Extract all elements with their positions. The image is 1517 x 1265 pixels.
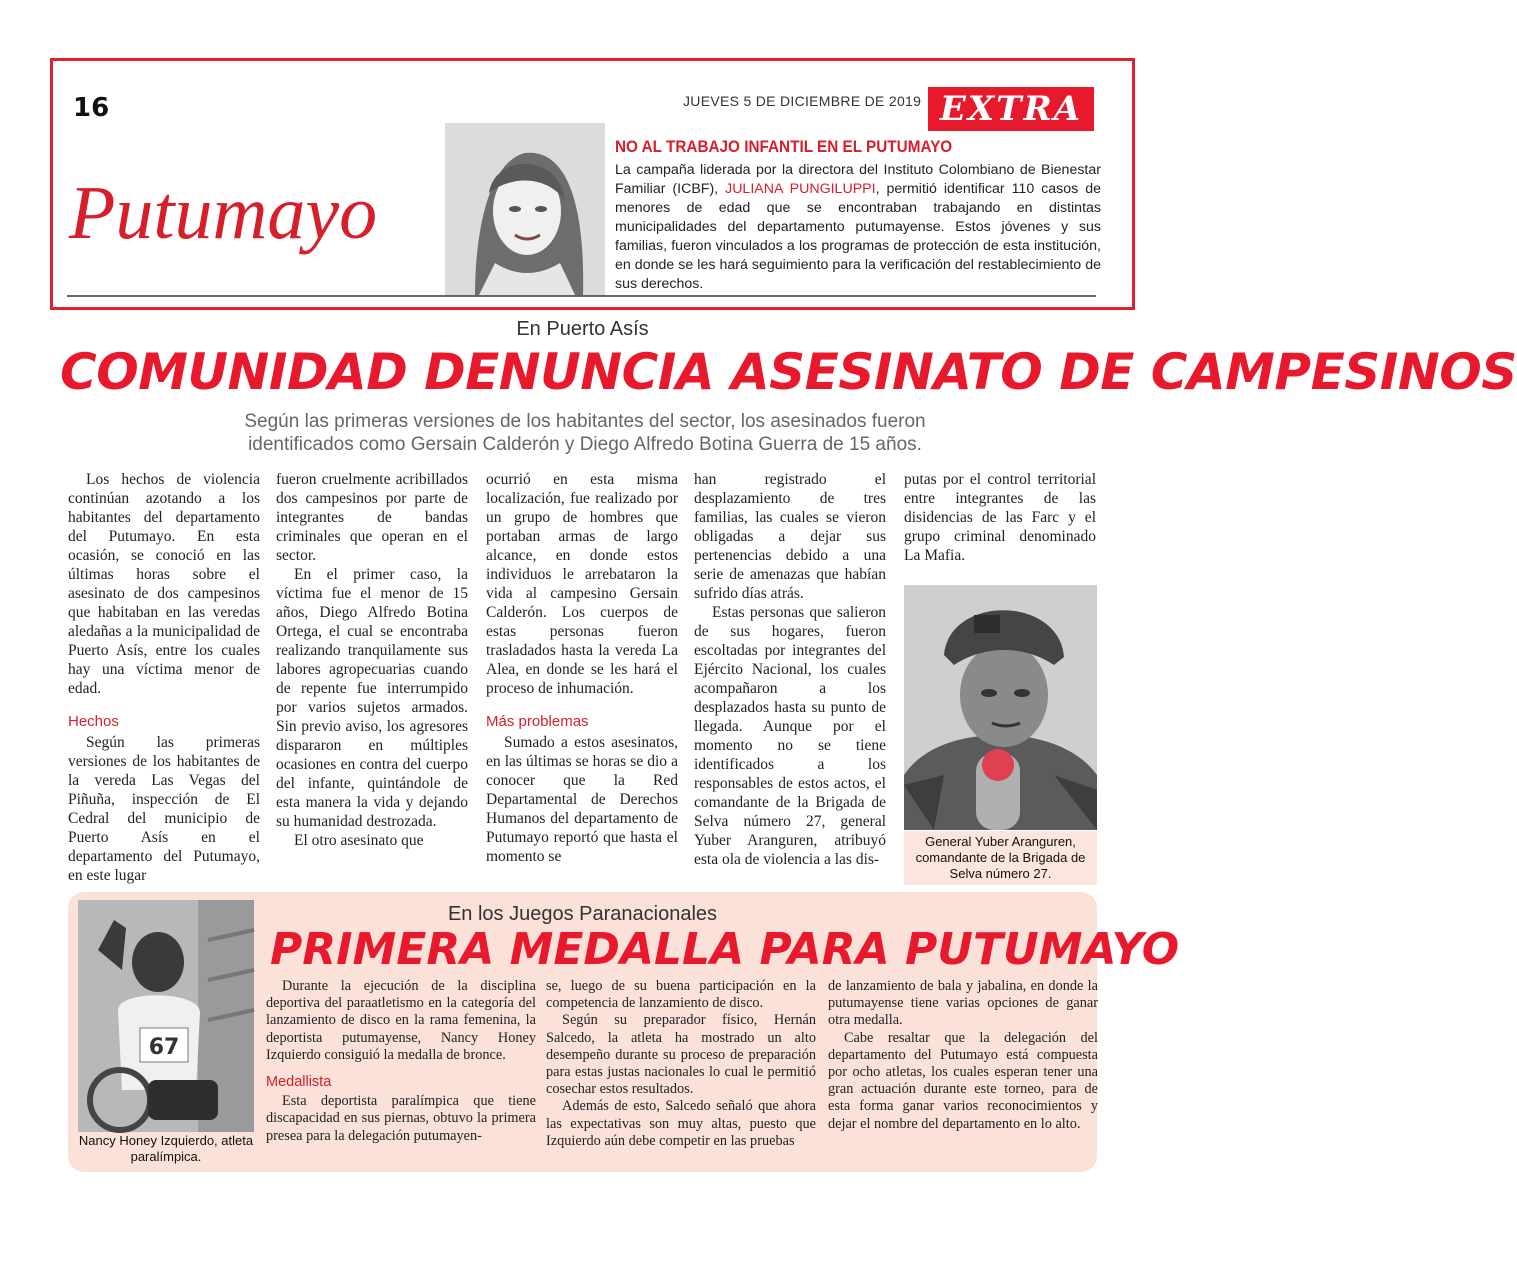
paragraph: de lanzamiento de bala y jabalina, en donde la putumayense tiene varias opciones de ganar otra medalla. bbox=[828, 978, 1098, 1029]
portrait-image bbox=[445, 123, 605, 295]
athlete-photo-image bbox=[78, 900, 254, 1132]
article1-column-5 bbox=[904, 470, 1096, 565]
paragraph: Estas personas que salieron de sus hogares, fueron escoltadas por integrantes del Ejército Nacional, los cuales acompañaron a los desplazados hasta su punto de llegada. Aunque por el momento no se tiene identificados a los responsables de estos actos, el comandante de la Brigada de Selva número 27, general Yuber Aranguren, atribuyó esta ola de violencia a las dis- bbox=[694, 604, 886, 868]
article2-headline: PRIMERA MEDALLA PARA PUTUMAYO bbox=[270, 924, 1180, 975]
article1-column-1 bbox=[68, 470, 260, 885]
page-number: 16 bbox=[73, 93, 110, 123]
section-header bbox=[50, 58, 1135, 310]
article2-column-3 bbox=[828, 978, 1098, 1133]
paragraph: fueron cruelmente acribillados dos campesinos por parte de integrantes de bandas criminales que operan en el sector. bbox=[276, 471, 468, 564]
athlete-photo-caption: Nancy Honey Izquierdo, atleta paralímpica. bbox=[78, 1133, 254, 1164]
article1-column-3 bbox=[486, 470, 678, 866]
section-title: Putumayo bbox=[69, 171, 378, 255]
article2-kicker: En los Juegos Paranacionales bbox=[447, 903, 718, 925]
article1-headline: COMUNIDAD DENUNCIA ASESINATO DE CAMPESINOS bbox=[60, 343, 1517, 401]
paragraph: Sumado a estos asesinatos, en las últimas se horas se dio a conocer que la Red Departamental de Derechos Humanos del departamento de Putumayo reportó que hasta el momento se bbox=[486, 734, 678, 865]
brief-body bbox=[615, 161, 1101, 294]
paragraph: Durante la ejecución de la disciplina deportiva del paraatletismo en la categoría del lanzamiento de disco en la rama femenina, la deportista putumayense, Nancy Honey Izquierdo consiguió la medalla de bronce. bbox=[266, 978, 536, 1063]
paragraph: Según su preparador físico, Hernán Salcedo, la atleta ha mostrado un alto desempeño durante su proceso de preparación para estas justas nacionales lo cual le permitió cosechar estos resultados. bbox=[546, 1012, 816, 1098]
paragraph: En el primer caso, la víctima fue el menor de 15 años, Diego Alfredo Botina Ortega, el cual se encontraba realizando tranquilamente sus labores agropecuarias cuando de repente fue interrumpido por varios sujetos armados. Sin previo aviso, los agresores dispararon en múltiples ocasiones en contra del cuerpo del infante, quintándole de esta manera la vida y dejando su humanidad destrozada. bbox=[276, 566, 468, 830]
paragraph: Además de esto, Salcedo señaló que ahora las expectativas son muy altas, puesto que Izquierdo aún debe competir en las pruebas bbox=[546, 1098, 816, 1149]
athlete-bib-number: 67 bbox=[148, 1035, 180, 1060]
general-photo-caption: General Yuber Aranguren, comandante de la Brigada de Selva número 27. bbox=[904, 831, 1097, 885]
paragraph: Los hechos de violencia continúan azotando a los habitantes del departamento del Putumayo. En esta ocasión, se conoció en las últimas horas sobre el asesinato de dos campesinos que habitaban en las veredas aledañas a la municipalidad de Puerto Asís, entre los cuales hay una víctima menor de edad. bbox=[68, 471, 260, 697]
general-photo-image bbox=[904, 585, 1097, 830]
article1-subhead-problemas: Más problemas bbox=[486, 713, 589, 730]
article2-column-2 bbox=[546, 978, 816, 1150]
article1-column-2 bbox=[276, 470, 468, 850]
paragraph: putas por el control territorial entre integrantes de las disidencias de las Farc y el grupo criminal denominado La Mafia. bbox=[904, 471, 1096, 564]
paragraph: Cabe resaltar que la delegación del departamento del Putumayo está compuesta por ocho atletas, los cuales esperan tener una gran actuación durante este torneo, para de esta forma ganar varios reconocimientos y dejar el nombre del departamento en lo alto. bbox=[828, 1029, 1098, 1132]
header-divider bbox=[67, 295, 1096, 297]
athlete-photo bbox=[78, 900, 254, 1132]
article2-subhead-medallista: Medallista bbox=[266, 1074, 332, 1091]
brief-title: NO AL TRABAJO INFANTIL EN EL PUTUMAYO bbox=[615, 137, 953, 156]
brief-text-start: La campaña liderada por la directora del Instituto Colombiano de Bienestar Familiar (ICBF), bbox=[615, 162, 1101, 197]
article2-column-1 bbox=[266, 978, 536, 1145]
director-portrait bbox=[445, 123, 605, 295]
article1-deck: Según las primeras versiones de los habitantes del sector, los asesinados fueron identificados como Gersain Calderón y Diego Alfredo Botina Guerra de 15 años. bbox=[244, 411, 926, 455]
brand-logo: EXTRA bbox=[928, 87, 1094, 131]
paragraph: se, luego de su buena participación en la competencia de lanzamiento de disco. bbox=[546, 978, 816, 1012]
issue-date: JUEVES 5 DE DICIEMBRE DE 2019 bbox=[683, 93, 922, 109]
paragraph: Esta deportista paralímpica que tiene discapacidad en sus piernas, obtuvo la primera presea para la delegación putumayen- bbox=[266, 1093, 536, 1144]
article1-column-4 bbox=[694, 470, 886, 869]
article1-kicker: En Puerto Asís bbox=[516, 318, 649, 340]
paragraph: El otro asesinato que bbox=[294, 832, 424, 849]
general-photo bbox=[904, 585, 1097, 830]
paragraph: ocurrió en esta misma localización, fue realizado por un grupo de hombres que portaban armas de largo alcance, en donde estos individuos le arrebataron la vida al campesino Gersain Calderón. Los cuerpos de estas personas fueron trasladados hasta la vereda La Alea, en donde se les hará el proceso de inhumación. bbox=[486, 471, 678, 697]
brief-highlight-name: JULIANA PUNGILUPPI bbox=[725, 181, 876, 197]
brief-text-end: , permitió identificar 110 casos de menores de edad que se encontraban trabajando en distintas municipalidades del departamento putumayense. Estos jóvenes y sus familias, fueron vinculados a los programas de protección de esta institución, en donde se les hará seguimiento para la verificación del restablecimiento de sus derechos. bbox=[615, 181, 1101, 292]
paragraph: Según las primeras versiones de los habitantes de la vereda Las Vegas del Piñuña, inspección de El Cedral del municipio de Puerto Asís en el departamento del Putumayo, en este lugar bbox=[68, 734, 260, 884]
paragraph: han registrado el desplazamiento de tres familias, las cuales se vieron obligadas a dejar sus pertenencias debido a una serie de amenazas que habían sufrido días atrás. bbox=[694, 471, 886, 602]
brief-news bbox=[615, 137, 1101, 294]
article1-subhead-hechos: Hechos bbox=[68, 713, 119, 730]
